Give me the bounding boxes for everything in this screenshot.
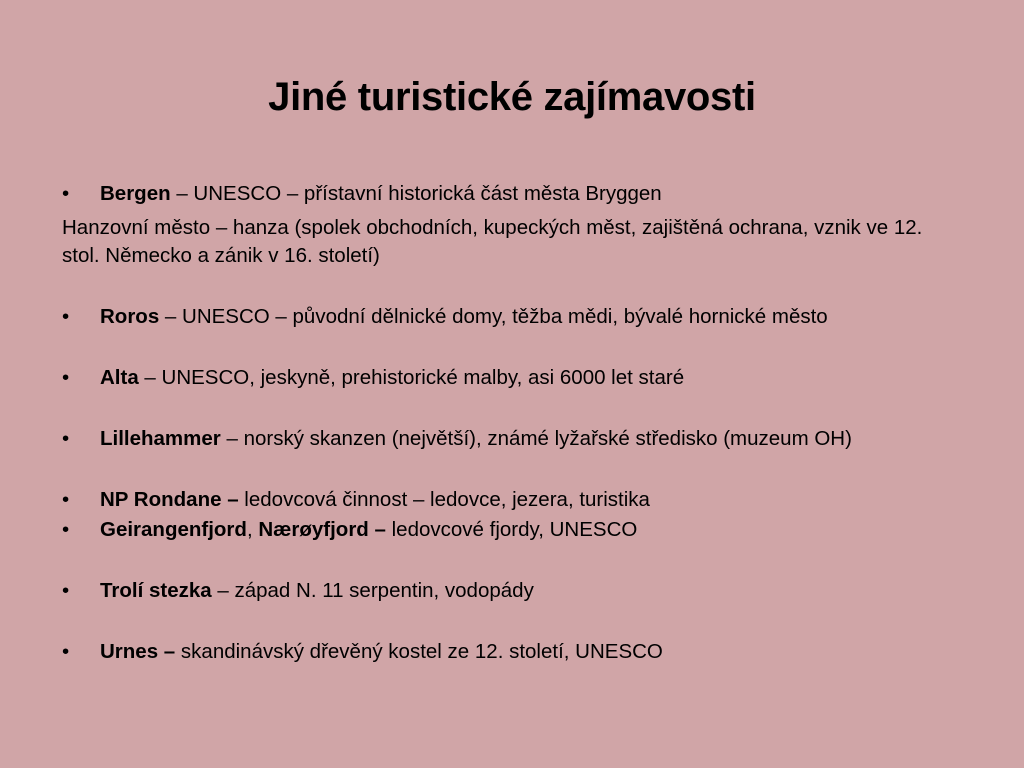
item-heading-2: Nærøyfjord – — [258, 518, 386, 541]
item-text: – UNESCO – přístavní historická část města Bryggen — [170, 182, 662, 205]
bullet-item-urnes — [62, 638, 962, 666]
bullet-item-alta — [62, 364, 962, 392]
bergen-note: Hanzovní město – hanza (spolek obchodních, kupeckých měst, zajištěná ochrana, vznik ve 12. stol. Německo a zánik v 16. století) — [62, 216, 923, 267]
item-heading: Urnes – — [100, 640, 176, 663]
item-text: – UNESCO, jeskyně, prehistorické malby, asi 6000 let staré — [138, 366, 685, 389]
item-heading: NP Rondane – — [100, 488, 239, 511]
item-heading: Roros — [100, 305, 160, 328]
item-text: – UNESCO – původní dělnické domy, těžba mědi, bývalé hornické město — [159, 305, 828, 328]
bullet-item-bergen — [62, 180, 962, 208]
bullet-item-troli — [62, 577, 962, 605]
bullet-icon: • — [62, 518, 70, 541]
bullet-icon: • — [62, 640, 70, 663]
bullet-icon: • — [62, 182, 70, 205]
bullet-item-rondane — [62, 486, 962, 514]
slide-content — [62, 180, 962, 666]
bullet-icon: • — [62, 488, 70, 511]
bullet-icon: • — [62, 305, 70, 328]
bullet-item-roros — [62, 303, 962, 331]
slide-title: Jiné turistické zajímavosti — [268, 75, 756, 119]
bullet-icon: • — [62, 427, 70, 450]
item-text: ledovcová činnost – ledovce, jezera, turistika — [238, 488, 650, 511]
item-heading: Trolí stezka — [100, 579, 212, 602]
bullet-item-fjords — [62, 516, 962, 544]
item-heading: Alta — [100, 366, 139, 389]
item-text: – norský skanzen (největší), známé lyžařské středisko (muzeum OH) — [220, 427, 852, 450]
item-text: – západ N. 11 serpentin, vodopády — [211, 579, 534, 602]
bullet-item-lillehammer — [62, 425, 962, 453]
item-heading: Lillehammer — [100, 427, 221, 450]
item-text: skandinávský dřevěný kostel ze 12. století, UNESCO — [175, 640, 663, 663]
bullet-icon: • — [62, 579, 70, 602]
item-heading: Geirangenfjord — [100, 518, 247, 541]
item-heading: Bergen — [100, 182, 171, 205]
item-separator: , — [246, 518, 259, 541]
bullet-icon: • — [62, 366, 70, 389]
item-text: ledovcové fjordy, UNESCO — [385, 518, 638, 541]
